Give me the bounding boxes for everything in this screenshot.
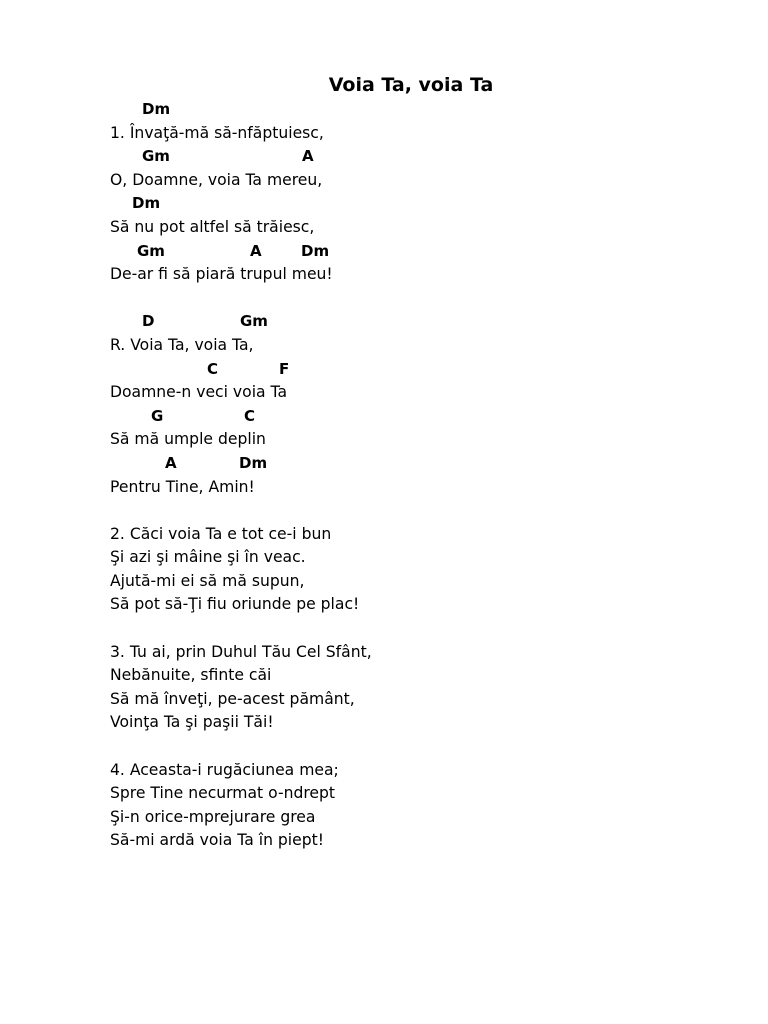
chord-line — [110, 240, 730, 264]
lyric-line: Să mă înveţi, pe-acest pământ, — [110, 689, 355, 708]
stanza-gap — [110, 287, 730, 311]
lyric-line: 2. Căci voia Ta e tot ce-i bun — [110, 524, 332, 543]
chord-line — [110, 310, 730, 334]
lyric-line: Doamne-n veci voia Ta — [110, 383, 288, 402]
lyric-line: Voinţa Ta şi paşii Tăi! — [110, 713, 274, 732]
lyric-line: O, Doamne, voia Ta mereu, — [110, 170, 323, 189]
chord: Dm — [132, 194, 161, 213]
lyric-line: Pentru Tine, Amin! — [110, 477, 255, 496]
chord-line — [110, 405, 730, 429]
lyric-line: 1. Învaţă-mă să-nfăptuiesc, — [110, 123, 324, 142]
song-content — [110, 98, 730, 853]
chord: D — [142, 312, 155, 331]
lyric-line: De-ar fi să piară trupul meu! — [110, 265, 333, 284]
chord: Dm — [301, 241, 330, 260]
lyric-line: Să-mi ardă voia Ta în piept! — [110, 831, 324, 850]
chord: Gm — [240, 312, 268, 331]
chord: C — [244, 406, 256, 425]
lyric-line: Ajută-mi ei să mă supun, — [110, 571, 305, 590]
chord-line — [110, 452, 730, 476]
chord-line — [110, 192, 730, 216]
chord: Gm — [142, 147, 170, 166]
chord: A — [165, 453, 177, 472]
lyric-line: Să nu pot altfel să trăiesc, — [110, 217, 315, 236]
chord-line — [110, 98, 730, 122]
lyric-line: Spre Tine necurmat o-ndrept — [110, 784, 336, 803]
chord: G — [151, 406, 164, 425]
lyric-line: R. Voia Ta, voia Ta, — [110, 335, 254, 354]
lyric-line: Nebănuite, sfinte căi — [110, 666, 272, 685]
chord: A — [302, 147, 314, 166]
lyric-line: Şi azi şi mâine şi în veac. — [110, 548, 306, 567]
lyric-line: 4. Aceasta-i rugăciunea mea; — [110, 760, 339, 779]
lyric-line: Să mă umple deplin — [110, 430, 266, 449]
stanza-gap — [110, 735, 730, 759]
song-title: Voia Ta, voia Ta — [328, 74, 494, 96]
chord: Gm — [137, 241, 165, 260]
lyric-line: Să pot să-Ţi fiu oriunde pe plac! — [110, 595, 360, 614]
stanza-gap — [110, 499, 730, 523]
chord-line — [110, 358, 730, 382]
chord: C — [207, 359, 219, 378]
stanza-gap — [110, 617, 730, 641]
lyric-line: 3. Tu ai, prin Duhul Tău Cel Sfânt, — [110, 642, 372, 661]
chord: Dm — [239, 453, 268, 472]
chord-line — [110, 145, 730, 169]
lyric-line: Şi-n orice-mprejurare grea — [110, 807, 316, 826]
chord: Dm — [142, 100, 171, 118]
chord: A — [250, 241, 262, 260]
chord: F — [279, 359, 290, 378]
